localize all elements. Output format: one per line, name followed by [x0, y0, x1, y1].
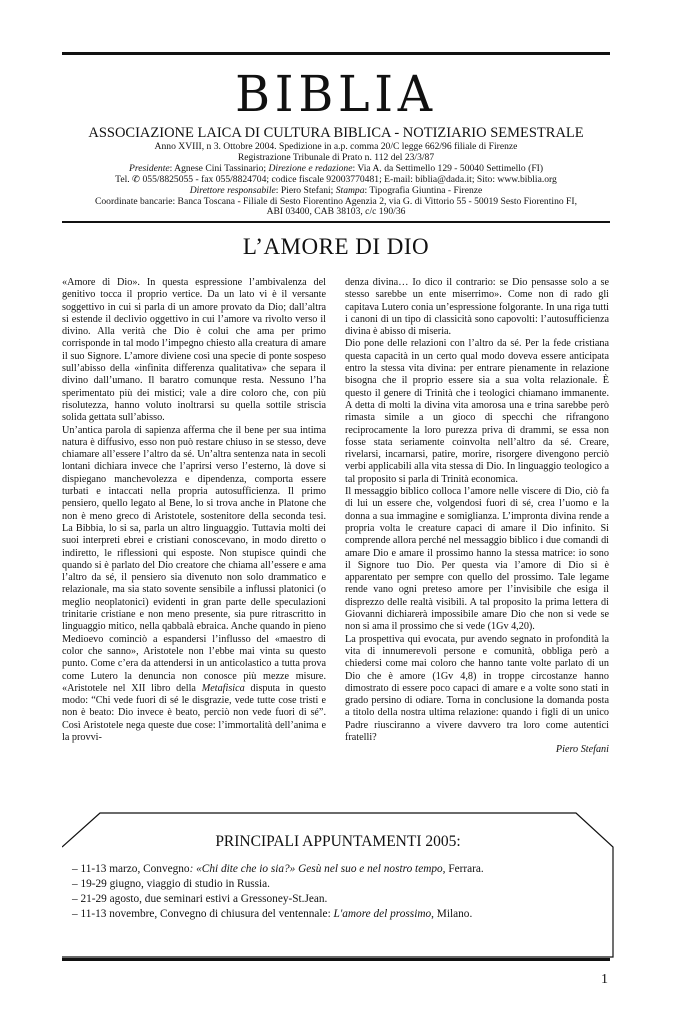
article-paragraph — [62, 425, 326, 745]
print-label: Stampa — [335, 184, 365, 196]
article-text: disputa in questo modo: “Chi vede fuori di sé le disgrazie, vede tutte cose tristi e non è beato: Dio invece è beato, perciò non vede fuori di sé”. Così Aristotele nega queste due cose: l’immortalità dell’anima e la provvi- — [62, 682, 326, 743]
direction-label: Direzione e redazione — [268, 162, 353, 174]
director-line — [62, 186, 610, 197]
masthead-rule — [62, 221, 610, 223]
appointment-place: , Milano. — [431, 908, 473, 920]
appointment-item: – 19-29 giugno, viaggio di studio in Russia. — [72, 878, 271, 890]
president-name: : Agnese Cini Tassinario; — [169, 162, 269, 174]
appointment-date: – 11-13 novembre, Convegno di chiusura del ventennale: — [72, 908, 334, 920]
appointment-item: – 21-29 agosto, due seminari estivi a Gressoney-St.Jean. — [72, 893, 328, 905]
appointment-event-title: L'amore del prossimo — [333, 908, 432, 920]
registration-line: Registrazione Tribunale di Prato n. 112 del 23/3/87 — [237, 151, 435, 163]
appointment-item — [72, 862, 602, 877]
director-label: Direttore responsabile — [189, 184, 276, 196]
article-title: L’AMORE DI DIO — [242, 234, 430, 259]
article-text: Un’antica parola di sapienza afferma che il bene per sua intima natura è diffusivo, esso non può restare chiuso in se stesso, deve chiamare all’essere l’altro da sé. Un’altra sentenza nata in secoli lontani dichiara invece che l’aprirsi verso l’esterno, là dove si dispiegano manchevolezza e dipendenza, comporta essere turbati e intaccati nella propria autosufficienza. Il primo pensiero, quello legato al Bene, lo si trova anche in Platone che non è meno greco di Aristotele, sostenitore della seconda tesi. La Bibbia, lo si sa, parla un altro linguaggio. Tuttavia molti dei suoi interpreti ebrei e cristiani conoscevano, in modo diretto o indiretto, le riflessioni qui esposte. Non stupisce quindi che quando si è parlato del Dio creatore che chiama all’essere e ama l’altro da sé, il pensiero sia divenuto non solo drammatico e relazionale, ma sia stato sovente sensibile a influssi platonici (o meglio neoplatonici) evidenti in gran parte delle speculazioni trinitarie cristiane e non meno presente, sia pure ritrascritto in linguaggio mitico, nella qabbalà ebraica. Anche quando in pieno Medioevo cominciò a espandersi l’influsso del «maestro di color che sanno», Aristotele non l’ebbe mai vinta su questo punto. Come c’era da attendersi in un anticolastico a tutta prova come Lutero la denuncia non conosce più mezze misure. «Aristotele nel XII libro della — [62, 424, 326, 694]
issue-line: Anno XVIII, n 3. Ottobre 2004. Spedizione in a.p. comma 20/C legge 662/96 filiale di Firenze — [154, 141, 518, 152]
appointment-item — [72, 907, 602, 922]
appointments-box — [62, 812, 614, 958]
appointments-title: PRINCIPALI APPUNTAMENTI 2005: — [215, 833, 461, 850]
bottom-rule — [62, 958, 610, 961]
article-right-column — [345, 277, 609, 757]
page-number: 1 — [601, 972, 608, 987]
association-name: ASSOCIAZIONE LAICA DI CULTURA BIBLICA - NOTIZIARIO SEMESTRALE — [88, 125, 584, 141]
bank-codes-line: ABI 03400, CAB 38103, c/c 190/36 — [266, 206, 406, 218]
article-paragraph: «Amore di Dio». In questa espressione l’ambivalenza del genitivo tocca il proprio vertice. Da un lato vi è il versante soggettivo in cui si parla di un amore provato da Dio; dall’altra si estende il declivio oggettivo in cui l’amore va rivolto verso il divino. Alla verità che Dio è colui che ama per primo corrisponde in tal modo l’impegno chiesto alla creatura di amare il suo Signore. L’amore diviene così una specie di ponte sospeso sull’abisso della «infinita differenza qualitativa» che separa il divino dall’umano. Il baratro comunque resta. Nessuno l’ha sperimentato più dei mistici; vale a dire coloro che, con più risolutezza, hanno voluto inoltrarsi su quella sottile striscia solida gettata sull’abisso. — [62, 277, 326, 424]
president-label: Presidente — [128, 162, 170, 174]
appointment-place: Ferrara. — [445, 863, 484, 875]
print-name: : Tipografia Giuntina - Firenze — [364, 184, 483, 196]
article-left-column — [62, 277, 326, 744]
article-paragraph: Il messaggio biblico colloca l’amore nelle viscere di Dio, ciò fa di lui un essere che, volgendosi fuori di sé, crea l’uomo e la donna a sua immagine e somiglianza. L’impronta divina rende a propria volta le creature capaci di amare il Dio infinito. Si comprende allora perché nel messaggio biblico i due comandi di amare Dio e amare il prossimo hanno la stessa matrice: io sono il Signore tuo Dio. Per questa via l’amore di Dio si è apparentato per sempre con quello del prossimo. Tale legame rende vano ogni preteso amore per l’invisibile che esiga il disprezzo delle realtà visibili. A tal proposito la prima lettera di Giovanni dichiarerà impossibile amare Dio che non si vede se non si ama il prossimo che si vede (1Gv 4,20). — [345, 486, 609, 633]
contacts-line: Tel. ✆ 055/8825055 - fax 055/8824704; codice fiscale 92003770481; E-mail: biblia@dada.it; Sito: www.biblia.org — [115, 173, 557, 185]
bank-line: Coordinate bancarie: Banca Toscana - Filiale di Sesto Fiorentino Agenzia 2, via G. di Vittorio 55 - 50019 Sesto Fiorentino FI, — [94, 195, 577, 207]
metafisica-title: Metafisica — [201, 682, 245, 694]
appointments-list — [72, 862, 602, 922]
masthead — [62, 66, 610, 218]
direction-address: : Via A. da Settimello 129 - 50040 Settimello (FI) — [352, 162, 544, 174]
biblia-logo: BIBLIA — [235, 65, 437, 123]
appointment-event-title: : «Chi dite che io sia?» Gesù nel suo e nel nostro tempo, — [189, 863, 446, 875]
appointment-date: – 11-13 marzo, Convegno — [72, 863, 190, 875]
article-paragraph: La prospettiva qui evocata, pur avendo segnato in profondità la vita di innumerevoli persone e comunità, obbliga però a chiedersi come mai coloro che hanno tante volte parlato di un Dio che è amore (1Gv 4,8) in troppe circostanze hanno dimostrato di essere poco capaci di amare e a volte sono stati in grado persino di odiare. Torna in conclusione la domanda posta a titolo della nostra ultima relazione: quando i figli di un unico Padre riusciranno a vivere davvero tra loro come autentici fratelli? — [345, 633, 609, 743]
top-rule — [62, 52, 610, 55]
article-paragraph: denza divina… Io dico il contrario: se Dio pensasse solo a se stesso sarebbe un ente miserrimo». Come non di rado gli capitava Lutero conia un’espressione folgorante. In una riga tutti i canoni di un tipo di classicità sono capovolti: l’autosufficienza divina è abisso di miseria. — [345, 277, 609, 338]
article-author: Piero Stefani — [555, 744, 609, 756]
director-name: : Piero Stefani; — [275, 184, 336, 196]
article-paragraph: Dio pone delle relazioni con l’altro da sé. Per la fede cristiana questa capacità in un certo qual modo doveva essere anticipata entro la stessa vita divina: per entrare pienamente in relazione bisogna che il proprio essere sia a sua volta relazionale. È questo il genere di Trinità che i teologici chiamano immanente. A detta di molti la divina vita amorosa una e trina sarebbe però rimasta simile a un gioco di specchi che rifrangono reciprocamente la loro purezza priva di drammi, se essa non fosse stata seriamente coinvolta nell’altro da sé. Creare, rivelarsi, incarnarsi, patire, morire, risorgere divengono perciò verbi applicabili alla vita stessa di Dio. In linguaggio teologico a tal proposito si parla di Trinità economica. — [345, 338, 609, 485]
